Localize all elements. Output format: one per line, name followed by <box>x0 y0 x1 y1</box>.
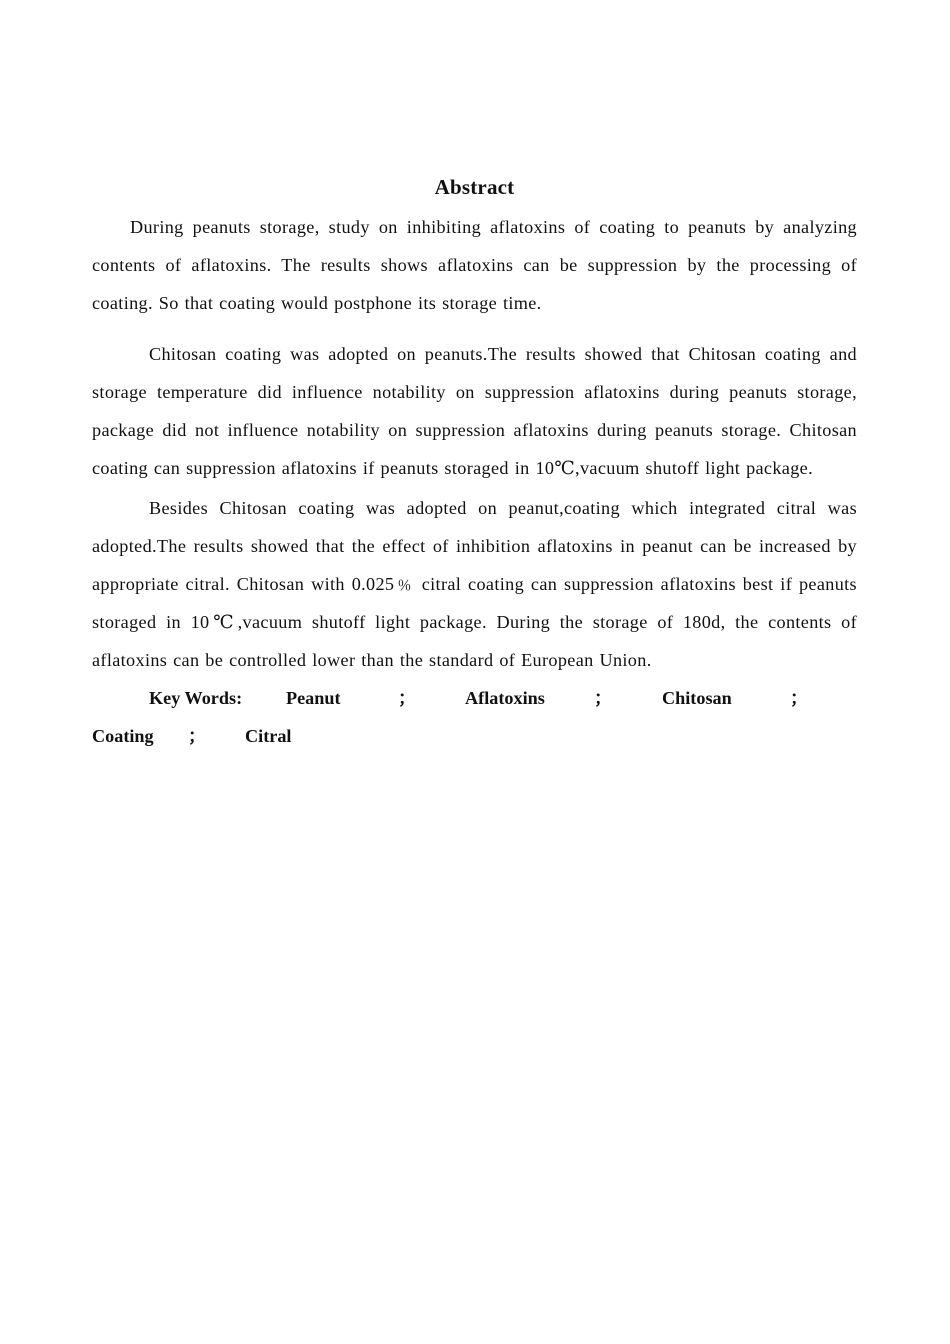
keywords-line <box>92 679 857 755</box>
keyword-item: Peanut <box>286 688 341 708</box>
abstract-title: Abstract <box>434 175 515 199</box>
keyword-item: Chitosan <box>662 688 732 708</box>
keyword-separator: ； <box>594 688 613 708</box>
keyword-item: Coating <box>92 726 154 746</box>
keyword-separator: ； <box>188 726 207 746</box>
keyword-item: Citral <box>245 726 292 746</box>
keyword-item: Aflatoxins <box>465 688 545 708</box>
abstract-paragraph-2: Chitosan coating was adopted on peanuts.The results showed that Chitosan coating and storage temperature did influence notability on suppression aflatoxins during peanuts storage, package did not influence notability on suppression aflatoxins during peanuts storage. Chitosan coating can suppression aflatoxins if peanuts storaged in 10℃,vacuum shutoff light package. <box>92 344 857 478</box>
keyword-separator: ； <box>398 688 417 708</box>
abstract-paragraph-3: Besides Chitosan coating was adopted on peanut,coating which integrated citral was adopted.The results showed that the effect of inhibition aflatoxins in peanut can be increased by appropriate citral. Chitosan with 0.025﹪ citral coating can suppression aflatoxins best if peanuts storaged in 10℃,vacuum shutoff light package. During the storage of 180d, the contents of aflatoxins can be controlled lower than the standard of European Union. <box>92 498 857 670</box>
abstract-paragraph-1: During peanuts storage, study on inhibiting aflatoxins of coating to peanuts by analyzing contents of aflatoxins. The results shows aflatoxins can be suppression by the processing of coating. So that coating would postphone its storage time. <box>92 217 857 313</box>
document-page <box>92 172 857 755</box>
keywords-label: Key Words: <box>149 688 243 708</box>
keyword-separator: ； <box>790 688 809 708</box>
